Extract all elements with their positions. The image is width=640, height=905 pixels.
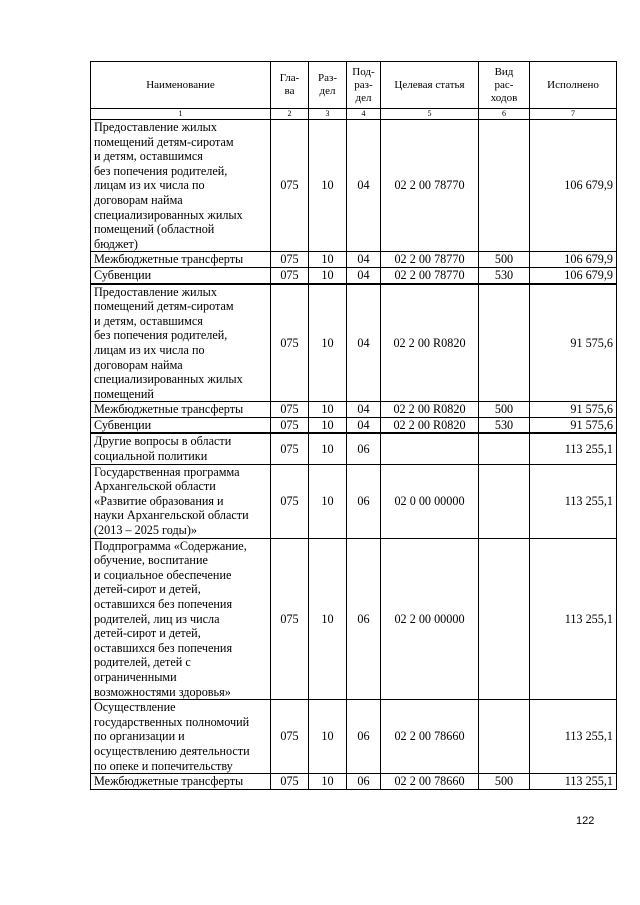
row-vid: 500 (479, 252, 530, 268)
table-row (91, 538, 617, 700)
row-podrazdel: 06 (347, 433, 381, 464)
row-done: 106 679,9 (530, 120, 617, 252)
row-podrazdel: 06 (347, 700, 381, 774)
row-vid (479, 284, 530, 402)
row-article (381, 433, 479, 464)
row-name: Другие вопросы в области социальной политики (91, 433, 271, 464)
row-glava: 075 (271, 774, 309, 790)
row-podrazdel: 04 (347, 120, 381, 252)
row-done: 113 255,1 (530, 538, 617, 700)
row-article: 02 2 00 R0820 (381, 402, 479, 418)
row-done: 113 255,1 (530, 700, 617, 774)
budget-table (90, 61, 617, 790)
table-row (91, 284, 617, 402)
row-article: 02 2 00 78660 (381, 700, 479, 774)
row-vid: 500 (479, 774, 530, 790)
row-glava: 075 (271, 402, 309, 418)
table-row (91, 433, 617, 464)
column-number: 6 (479, 109, 530, 120)
row-glava: 075 (271, 433, 309, 464)
row-done: 106 679,9 (530, 267, 617, 283)
column-number: 5 (381, 109, 479, 120)
column-number: 7 (530, 109, 617, 120)
row-glava: 075 (271, 284, 309, 402)
row-article: 02 2 00 78770 (381, 252, 479, 268)
row-razdel: 10 (309, 284, 347, 402)
row-glava: 075 (271, 252, 309, 268)
row-podrazdel: 06 (347, 464, 381, 538)
row-podrazdel: 04 (347, 252, 381, 268)
row-done: 106 679,9 (530, 252, 617, 268)
column-number: 2 (271, 109, 309, 120)
row-article: 02 0 00 00000 (381, 464, 479, 538)
row-razdel: 10 (309, 433, 347, 464)
row-podrazdel: 04 (347, 417, 381, 433)
table-row (91, 402, 617, 418)
row-name: Предоставление жилых помещений детям-сиротам и детям, оставшимся без попечения родителей, лицам из их числа по договорам найма специализированных жилых помещений (областной бюджет) (91, 120, 271, 252)
header-podrazdel: Под- раз- дел (347, 62, 381, 109)
row-done: 113 255,1 (530, 464, 617, 538)
row-razdel: 10 (309, 120, 347, 252)
header-glava: Гла- ва (271, 62, 309, 109)
row-glava: 075 (271, 538, 309, 700)
row-done: 113 255,1 (530, 774, 617, 790)
row-razdel: 10 (309, 417, 347, 433)
row-podrazdel: 06 (347, 538, 381, 700)
row-article: 02 2 00 78770 (381, 120, 479, 252)
column-number-row (91, 109, 617, 120)
row-razdel: 10 (309, 774, 347, 790)
row-razdel: 10 (309, 464, 347, 538)
row-vid (479, 538, 530, 700)
row-name: Межбюджетные трансферты (91, 774, 271, 790)
table-row (91, 700, 617, 774)
row-podrazdel: 04 (347, 402, 381, 418)
row-article: 02 2 00 R0820 (381, 284, 479, 402)
table-row (91, 252, 617, 268)
row-name: Межбюджетные трансферты (91, 252, 271, 268)
row-razdel: 10 (309, 402, 347, 418)
row-name: Субвенции (91, 417, 271, 433)
row-done: 113 255,1 (530, 433, 617, 464)
column-number: 3 (309, 109, 347, 120)
row-vid (479, 120, 530, 252)
row-vid: 500 (479, 402, 530, 418)
column-number: 1 (91, 109, 271, 120)
table-row (91, 464, 617, 538)
row-done: 91 575,6 (530, 417, 617, 433)
row-glava: 075 (271, 267, 309, 283)
row-glava: 075 (271, 417, 309, 433)
header-name: Наименование (91, 62, 271, 109)
row-vid (479, 433, 530, 464)
header-article: Целевая статья (381, 62, 479, 109)
table-row (91, 267, 617, 283)
page-number: 122 (576, 815, 595, 827)
row-glava: 075 (271, 700, 309, 774)
table-row (91, 774, 617, 790)
table-header-row (91, 62, 617, 109)
row-done: 91 575,6 (530, 402, 617, 418)
table-row (91, 120, 617, 252)
row-podrazdel: 04 (347, 284, 381, 402)
header-razdel: Раз- дел (309, 62, 347, 109)
row-article: 02 2 00 78770 (381, 267, 479, 283)
row-vid (479, 464, 530, 538)
row-name: Осуществление государственных полномочий по организации и осуществлению деятельности по опеке и попечительству (91, 700, 271, 774)
row-article: 02 2 00 R0820 (381, 417, 479, 433)
header-vid: Вид рас- ходов (479, 62, 530, 109)
row-article: 02 2 00 00000 (381, 538, 479, 700)
row-podrazdel: 04 (347, 267, 381, 283)
row-podrazdel: 06 (347, 774, 381, 790)
row-razdel: 10 (309, 700, 347, 774)
row-name: Государственная программа Архангельской области «Развитие образования и науки Архангельской области (2013 – 2025 годы)» (91, 464, 271, 538)
row-done: 91 575,6 (530, 284, 617, 402)
table-row (91, 417, 617, 433)
row-glava: 075 (271, 464, 309, 538)
row-razdel: 10 (309, 252, 347, 268)
row-name: Межбюджетные трансферты (91, 402, 271, 418)
row-name: Предоставление жилых помещений детям-сиротам и детям, оставшимся без попечения родителей, лицам из их числа по договорам найма специализированных жилых помещений (91, 284, 271, 402)
row-razdel: 10 (309, 538, 347, 700)
row-vid: 530 (479, 417, 530, 433)
header-done: Исполнено (530, 62, 617, 109)
row-name: Субвенции (91, 267, 271, 283)
row-vid: 530 (479, 267, 530, 283)
row-name: Подпрограмма «Содержание, обучение, воспитание и социальное обеспечение детей-сирот и детей, оставшихся без попечения родителей, лиц из числа детей-сирот и детей, оставшихся без попечения родителей, детей с ограниченными возможностями здоровья» (91, 538, 271, 700)
row-glava: 075 (271, 120, 309, 252)
row-vid (479, 700, 530, 774)
row-article: 02 2 00 78660 (381, 774, 479, 790)
column-number: 4 (347, 109, 381, 120)
row-razdel: 10 (309, 267, 347, 283)
